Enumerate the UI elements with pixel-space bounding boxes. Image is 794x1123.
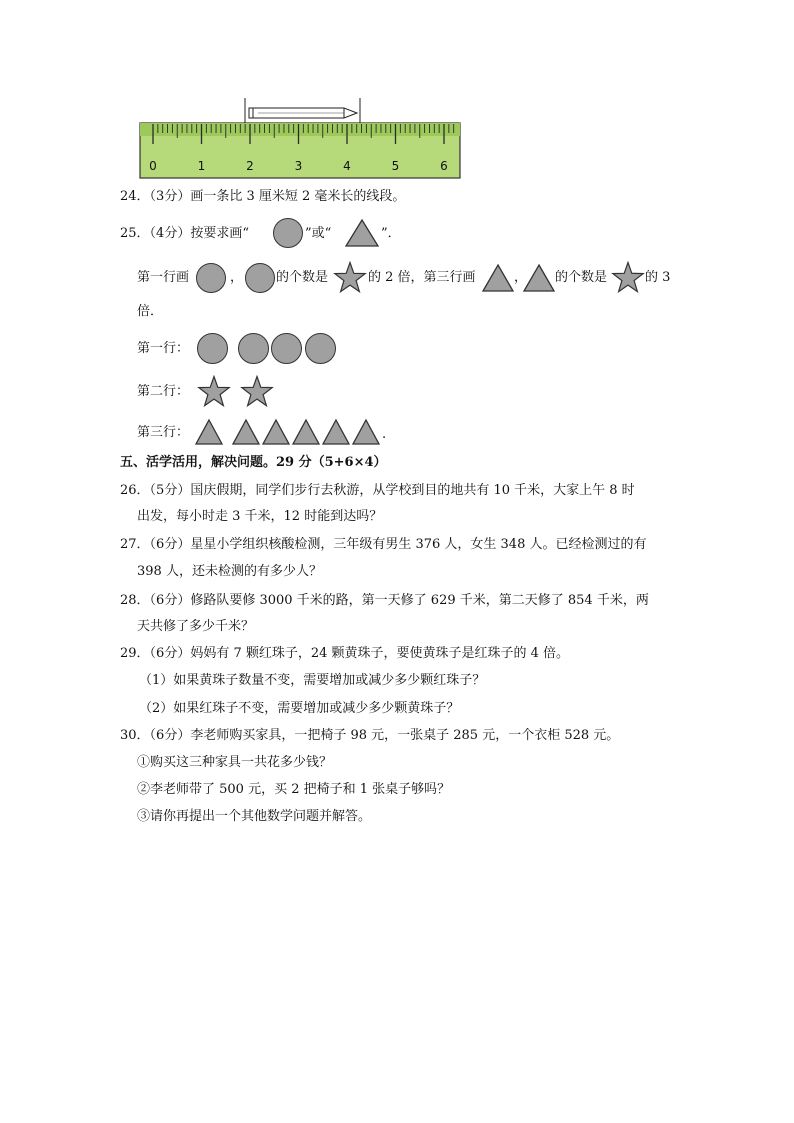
q25-desc-3: 的个数是 bbox=[276, 270, 329, 285]
star-icon bbox=[333, 261, 367, 295]
question-26-line-2: 出发，每小时走 3 千米，12 时能到达吗？ bbox=[137, 509, 383, 524]
question-25-title-b: ”或“ bbox=[305, 226, 332, 241]
q25-desc-5: ， bbox=[514, 270, 528, 285]
row-1-circle bbox=[305, 333, 336, 364]
ruler-label-3: 3 bbox=[294, 159, 303, 173]
row-3-triangle bbox=[261, 418, 291, 446]
triangle-icon bbox=[344, 218, 380, 248]
question-24: 24．（3分）画一条比 3 厘米短 2 毫米长的线段。 bbox=[120, 189, 406, 204]
triangle-icon bbox=[481, 263, 515, 293]
row-2-label: 第二行： bbox=[137, 384, 190, 399]
row-3-triangle bbox=[291, 418, 321, 446]
row-3-end: . bbox=[382, 427, 387, 442]
row-3-triangle bbox=[231, 418, 261, 446]
question-30-sub-1: ①购买这三种家具一共花多少钱？ bbox=[137, 755, 333, 770]
q25-desc-4: 的 2 倍，第三行画 bbox=[368, 270, 476, 285]
question-29-sub-2: （2）如果红珠子不变，需要增加或减少多少颗黄珠子？ bbox=[139, 701, 460, 716]
question-26-line-1: 26．（5分）国庆假期，同学们步行去秋游，从学校到目的地共有 10 千米，大家上午 8 时 bbox=[120, 483, 635, 498]
q25-desc-1: 第一行画 bbox=[137, 270, 190, 285]
row-1-label: 第一行： bbox=[137, 341, 190, 356]
circle-icon bbox=[273, 218, 303, 248]
section-5-title: 五、活学活用，解决问题。29 分（5+6×4） bbox=[120, 455, 387, 470]
ruler-label-4: 4 bbox=[343, 159, 351, 173]
pencil-icon bbox=[245, 98, 360, 126]
star-icon bbox=[611, 261, 645, 295]
row-3-label: 第三行： bbox=[137, 425, 190, 440]
q25-desc-7: 的 3 bbox=[645, 270, 671, 285]
question-27-line-2: 398 人，还未检测的有多少人？ bbox=[137, 564, 322, 579]
row-1-circle bbox=[197, 333, 228, 364]
ruler-label-1: 1 bbox=[197, 159, 206, 173]
q25-desc-8: 倍． bbox=[137, 304, 164, 319]
question-30-line-1: 30．（6分）李老师购买家具，一把椅子 98 元，一张桌子 285 元，一个衣柜 528 元。 bbox=[120, 728, 620, 743]
ruler-label-5: 5 bbox=[391, 159, 400, 173]
row-3-triangle bbox=[194, 418, 224, 446]
question-25-title-a: 25．（4分）按要求画“ bbox=[120, 226, 249, 241]
question-28-line-1: 28．（6分）修路队要修 3000 千米的路，第一天修了 629 千米，第二天修了 854 千米，两 bbox=[120, 593, 649, 608]
ruler-label-6: 6 bbox=[440, 159, 448, 173]
question-30-sub-2: ②李老师带了 500 元，买 2 把椅子和 1 张桌子够吗？ bbox=[137, 782, 451, 797]
question-25-title-c: ”． bbox=[381, 226, 401, 241]
ruler-label-2: 2 bbox=[246, 159, 254, 173]
question-27-line-1: 27．（6分）星星小学组织核酸检测，三年级有男生 376 人，女生 348 人。已经检测过的有 bbox=[120, 537, 647, 552]
ruler-label-0: 0 bbox=[149, 159, 157, 173]
row-3-triangle bbox=[321, 418, 351, 446]
q25-desc-6: 的个数是 bbox=[555, 270, 608, 285]
question-30-sub-3: ③请你再提出一个其他数学问题并解答。 bbox=[137, 809, 372, 824]
row-1-circle bbox=[271, 333, 302, 364]
row-3-triangle bbox=[351, 418, 381, 446]
row-2-star bbox=[197, 375, 231, 409]
circle-icon bbox=[196, 263, 226, 293]
row-2-star bbox=[240, 375, 274, 409]
triangle-icon bbox=[522, 263, 556, 293]
row-1-circle bbox=[238, 333, 269, 364]
question-28-line-2: 天共修了多少千米？ bbox=[137, 619, 255, 634]
ruler-figure bbox=[138, 96, 462, 182]
q25-desc-2: ， bbox=[230, 270, 244, 285]
question-29-line-1: 29．（6分）妈妈有 7 颗红珠子，24 颗黄珠子，要使黄珠子是红珠子的 4 倍。 bbox=[120, 646, 570, 661]
question-29-sub-1: （1）如果黄珠子数量不变，需要增加或减少多少颗红珠子？ bbox=[139, 673, 486, 688]
circle-icon bbox=[245, 263, 275, 293]
